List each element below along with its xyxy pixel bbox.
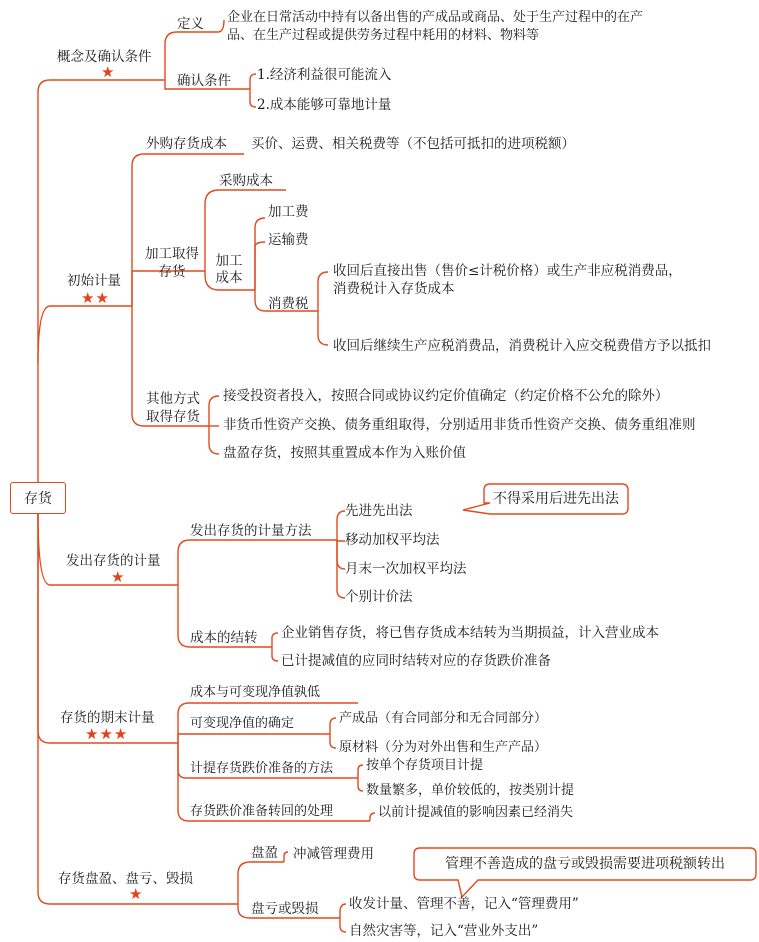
recognition-item-2: 2.成本能够可靠地计量	[257, 97, 392, 113]
other-method-2: 非货币性资产交换、债务重组取得，分别适用非货币性资产交换、债务重组准则	[223, 417, 696, 433]
callout-lifo-prohibited: 不得采用后进先出法	[493, 491, 619, 507]
inventory-loss-label[interactable]: 盘亏或毁损	[251, 901, 319, 917]
cost-carryover-2: 已计提减值的应同时结转对应的存货跌价准备	[281, 653, 551, 669]
nrv-finished-goods: 产成品（有合同部分和无合同部分）	[339, 711, 548, 726]
excise-case-1-line2: 消费税计入存货成本	[333, 281, 455, 297]
cost-carryover-label[interactable]: 成本的结转	[190, 630, 258, 646]
definition-text-line1: 企业在日常活动中持有以备出售的产成品或商品、处于生产过程中的在产	[227, 10, 644, 25]
method-moving-average: 移动加权平均法	[345, 532, 440, 548]
star-icon: ★	[101, 63, 116, 81]
provision-reversal-label[interactable]: 存货跌价准备转回的处理	[190, 804, 334, 819]
provision-reversal-text: 以前计提减值的影响因素已经消失	[378, 805, 574, 820]
inventory-loss-disaster: 自然灾害等，记入“营业外支出”	[349, 923, 539, 939]
other-method-label-line2[interactable]: 取得存货	[146, 409, 200, 425]
section-concept-title[interactable]: 概念及确认条件	[57, 49, 152, 65]
other-method-3: 盘盈存货，按照其重置成本作为入账价值	[223, 445, 466, 461]
cost-carryover-1: 企业销售存货，将已售存货成本结转为当期损益，计入营业成本	[281, 625, 659, 641]
inventory-loss-mismanagement: 收发计量、管理不善，记入“管理费用”	[349, 896, 579, 912]
recognition-label[interactable]: 确认条件	[177, 73, 231, 89]
section-count-title[interactable]: 存货盘盈、盘亏、毁损	[58, 871, 193, 887]
provision-individual: 按单个存货项目计提	[366, 758, 484, 773]
excise-case-1-line1: 收回后直接出售（售价≤计税价格）或生产非应税消费品，	[333, 263, 682, 279]
provision-by-category: 数量繁多，单价较低的，按类别计提	[366, 783, 575, 798]
transport-fee: 运输费	[268, 232, 309, 248]
method-fifo: 先进先出法	[345, 503, 413, 519]
processing-label-line1[interactable]: 加工取得	[145, 246, 199, 262]
method-monthly-average: 月末一次加权平均法	[345, 561, 467, 577]
section-issue-title[interactable]: 发出存货的计量	[66, 553, 161, 569]
definition-text-line2: 品、在生产过程或提供劳务过程中耗用的材料、物料等	[227, 28, 540, 43]
provision-method-label[interactable]: 计提存货跌价准备的方法	[190, 761, 334, 776]
processing-fee: 加工费	[268, 204, 309, 220]
processing-cost-line2[interactable]: 成本	[215, 270, 243, 286]
excise-case-2: 收回后继续生产应税消费品，消费税计入应交税费借方予以抵扣	[333, 338, 711, 354]
excise-tax-label[interactable]: 消费税	[268, 296, 309, 312]
star-icon: ★★	[81, 289, 110, 307]
issue-methods-label[interactable]: 发出存货的计量方法	[190, 523, 312, 539]
star-icon: ★★★	[85, 725, 129, 743]
processing-label-line2[interactable]: 存货	[158, 264, 186, 280]
star-icon: ★	[111, 568, 126, 586]
purchase-cost-text: 买价、运费、相关税费等（不包括可抵扣的进项税额）	[251, 136, 575, 152]
inventory-surplus-text: 冲减管理费用	[293, 846, 374, 862]
recognition-item-1: 1.经济利益很可能流入	[257, 67, 392, 83]
lower-of-cost-nrv[interactable]: 成本与可变现净值孰低	[190, 685, 321, 700]
section-period-end-title[interactable]: 存货的期末计量	[60, 710, 155, 726]
definition-label[interactable]: 定义	[177, 16, 204, 32]
method-specific-identification: 个别计价法	[345, 589, 413, 605]
nrv-determination-label[interactable]: 可变现净值的确定	[190, 716, 295, 731]
callout-input-vat-transfer: 管理不善造成的盘亏或毁损需要进项税额转出	[445, 856, 725, 872]
section-initial-title[interactable]: 初始计量	[67, 273, 121, 289]
processing-cost-line1[interactable]: 加工	[215, 253, 243, 269]
other-method-label-line1[interactable]: 其他方式	[146, 391, 200, 407]
star-icon: ★	[129, 885, 144, 903]
inventory-surplus-label[interactable]: 盘盈	[251, 845, 278, 861]
nrv-raw-materials: 原材料（分为对外出售和生产产品）	[339, 740, 548, 755]
procurement-cost[interactable]: 采购成本	[219, 173, 273, 189]
other-method-1: 接受投资者投入，按照合同或协议约定价值确定（约定价格不公允的除外）	[223, 388, 669, 404]
root-node[interactable]: 存货	[10, 482, 66, 514]
purchase-cost-label[interactable]: 外购存货成本	[146, 136, 227, 152]
